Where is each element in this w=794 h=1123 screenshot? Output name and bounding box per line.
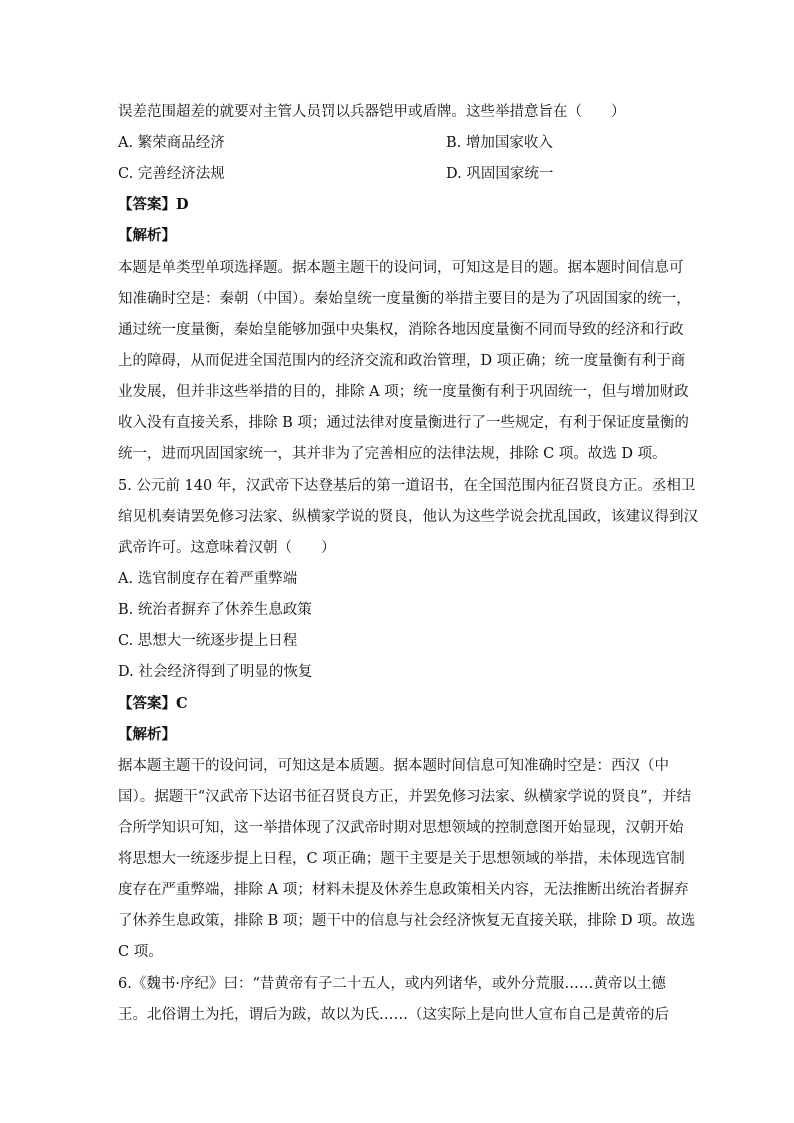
q4-answer: 【答案】D — [118, 196, 189, 213]
q5-option-a: A. 选官制度存在着严重弊端 — [118, 571, 298, 587]
q5-stem-line: 绾见机奏请罢免修习法家、纵横家学说的贤良，他认为这些学说会扰乱国政，该建议得到汉 — [118, 509, 698, 525]
q4-analysis-line: 业发展，但并非这些举措的目的，排除 A 项；统一度量衡有利于巩固统一，但与增加财政 — [118, 384, 689, 400]
q4-analysis-line: 本题是单类型单项选择题。据本题主题干的设问词，可知这是目的题。据本题时间信息可 — [118, 260, 684, 276]
q5-option-b: B. 统治者摒弃了休养生息政策 — [118, 602, 312, 618]
q5-analysis-line: 国）。据题干“汉武帝下达诏书征召贤良方正，并罢免修习法家、纵横家学说的贤良”，并结 — [118, 789, 692, 805]
q4-analysis-line: 收入没有直接关系，排除 B 项；通过法律对度量衡进行了一些规定，有利于保证度量衡的 — [118, 415, 689, 431]
q4-analysis-line: 通过统一度量衡，秦始皇能够加强中央集权，消除各地因度量衡不同而导致的经济和行政 — [118, 322, 684, 338]
q5-option-c: C. 思想大一统逐步提上日程 — [118, 633, 298, 649]
q5-stem-line: 5. 公元前 140 年，汉武帝下达登基后的第一道诏书，在全国范围内征召贤良方正。丞相卫 — [118, 478, 696, 494]
q5-analysis-line: 将思想大一统逐步提上日程，C 项正确；题干主要是关于思想领域的举措，未体现选官制 — [118, 851, 685, 867]
q5-analysis-line: 度存在严重弊端，排除 A 项；材料未提及休养生息政策相关内容，无法推断出统治者摒弃 — [118, 882, 689, 898]
q4-option-a: A. 繁荣商品经济 — [118, 135, 225, 151]
q5-analysis-heading: 【解析】 — [118, 726, 176, 743]
q5-analysis-line: 合所学知识可知，这一举措体现了汉武帝时期对思想领域的控制意图开始显现，汉朝开始 — [118, 820, 684, 836]
q4-analysis-line: 知准确时空是：秦朝（中国）。秦始皇统一度量衡的举措主要目的是为了巩固国家的统一， — [118, 291, 691, 307]
q6-stem-line: 王。北俗谓土为托，谓后为跋，故以为氏……（这实际上是向世人宣布自己是黄帝的后 — [118, 1007, 669, 1023]
q5-analysis-line: 据本题主题干的设问词，可知这是本质题。据本题时间信息可知准确时空是：西汉（中 — [118, 758, 669, 774]
q5-option-d: D. 社会经济得到了明显的恢复 — [118, 664, 313, 680]
q5-answer: 【答案】C — [118, 695, 188, 712]
q4-analysis-heading: 【解析】 — [118, 227, 176, 244]
q4-option-b: B. 增加国家收入 — [446, 135, 553, 151]
q5-analysis-line: 了休养生息政策，排除 B 项；题干中的信息与社会经济恢复无直接关联，排除 D 项。故选 — [118, 913, 696, 929]
q5-stem-line: 武帝许可。这意味着汉朝（ ） — [118, 540, 336, 556]
q4-option-c: C. 完善经济法规 — [118, 166, 225, 182]
q4-option-d: D. 巩固国家统一 — [446, 166, 554, 182]
q6-stem-line: 6.《魏书·序纪》曰：“昔黄帝有子二十五人，或内列诸华，或外分荒服……黄帝以土德 — [118, 976, 666, 992]
q4-analysis-line: 统一，进而巩固国家统一，其并非为了完善相应的法律法规，排除 C 项。故选 D 项。 — [118, 446, 667, 462]
q4-stem-tail: 误差范围超差的就要对主管人员罚以兵器铠甲或盾牌。这些举措意旨在（ ） — [118, 104, 626, 120]
q5-analysis-line: C 项。 — [118, 944, 163, 960]
q4-analysis-line: 上的障碍，从而促进全国范围内的经济交流和政治管理，D 项正确；统一度量衡有利于商 — [118, 353, 686, 369]
